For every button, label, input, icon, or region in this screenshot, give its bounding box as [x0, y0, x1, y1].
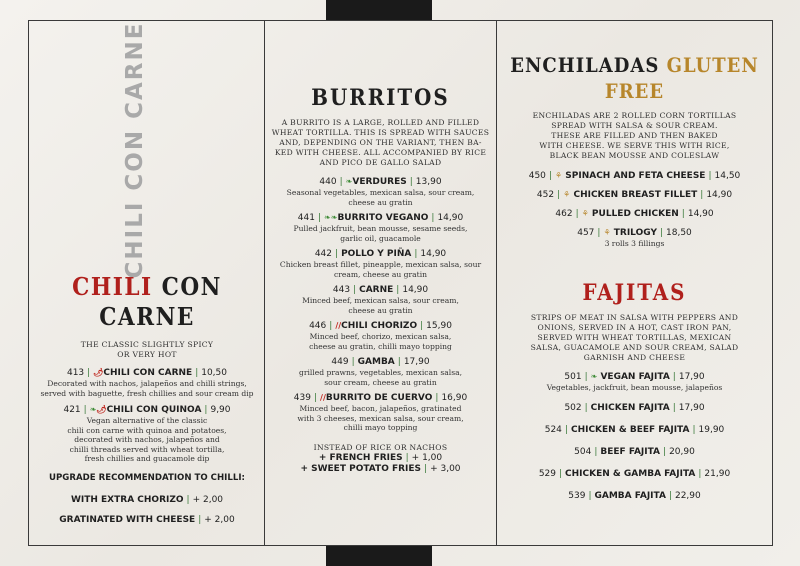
chili-intro-line: THE CLASSIC SLIGHTLY SPICY [80, 340, 214, 349]
chili-item-421 [30, 404, 264, 464]
fajita-524: 524 | CHICKEN & BEEF FAJITA | 19,90 [544, 425, 725, 435]
fajita-529: 529 | CHICKEN & GAMBA FAJITA | 21,90 [538, 469, 731, 479]
enchiladas-intro: ENCHILADAS ARE 2 ROLLED CORN TORTILLAS SPREAD WITH SALSA & SOUR CREAM. THESE ARE FILLED AND THEN BAKED WITH CHEESE. WE SERVE THIS WITH RICE, BLACK BEAN MOUSSE AND COLESLAW [532, 111, 737, 160]
item-desc: chili con carne with quinoa and potatoes, [67, 425, 227, 435]
chili-item-413 [30, 367, 264, 398]
burrito-item-446: 446 | ∕∕CHILI CHORIZO | 15,90 Minced beef, chorizo, mexican salsa, cheese au gratin, chilli mayo topping [309, 321, 452, 351]
separator: | [186, 494, 190, 505]
separator: | [204, 405, 208, 415]
wheat-icon: ⚘ [563, 190, 571, 199]
bottom-rule [28, 545, 773, 546]
chili-icon: 🌶 [93, 368, 104, 377]
burrito-item-442: 442 | POLLO Y PIÑA | 14,90 Chicken breast fillet, pineapple, mexican salsa, sour cream, cheese au gratin [279, 249, 482, 279]
extras-title: INSTEAD OF RICE OR NACHOS [313, 442, 448, 452]
upgrade-chorizo [30, 494, 264, 506]
item-number: 421 [63, 405, 81, 415]
separator: | [87, 368, 91, 378]
burrito-item-449: 449 | GAMBA | 17,90 grilled prawns, vegetables, mexican salsa, sour cream, cheese au gratin [298, 357, 463, 387]
enchiladas-section [497, 52, 772, 502]
enchilada-457: 457 | ⚘ TRILOGY | 18,50 [577, 228, 692, 238]
burritos-intro: A BURRITO IS A LARGE, ROLLED AND FILLED WHEAT TORTILLA. THIS IS SPREAD WITH SAUCES AND, DEPENDING ON THE VARIANT, THEN BA- KED WITH CHEESE. ALL ACCOMPANIED BY RICE AND PICO DE GALLO SALAD [271, 118, 490, 167]
leaf-icon: ❧❧ [324, 213, 338, 222]
enchilada-462: 462 | ⚘ PULLED CHICKEN | 14,90 [555, 209, 714, 219]
extra-sweet-fries: + SWEET POTATO FRIES | + 3,00 [300, 463, 461, 474]
leaf-icon: ❧ [89, 405, 97, 414]
wheat-icon: ⚘ [554, 171, 563, 180]
wheat-icon: ⚘ [603, 228, 611, 237]
item-desc: chilli threads served with wheat tortilla, [69, 444, 225, 454]
item-desc: Vegan alternative of the classic [86, 416, 208, 425]
fajitas-intro: STRIPS OF MEAT IN SALSA WITH PEPPERS AND ONIONS, SERVED IN A HOT, CAST IRON PAN, SERVED WITH WHEAT TORTILLAS, MEXICAN SALSA, GUACAMOLE AND SOUR CREAM, SALAD GARNISH AND CHEESE [530, 312, 739, 362]
enchiladas-title: ENCHILADAS GLUTEN FREE [510, 53, 759, 103]
burrito-item-439: 439 | ∕∕BURRITO DE CUERVO | 16,90 Minced beef, bacon, jalapeños, gratinated with 3 cheeses, mexican salsa, sour cream, chilli mayo topping [293, 393, 468, 432]
chili-title-a: CHILI [72, 272, 153, 301]
chili-section [30, 272, 264, 526]
chili-title-b: CON CARNE [99, 272, 222, 331]
separator: | [198, 514, 202, 525]
burritos-section [265, 84, 496, 475]
item-desc: fresh chillies and guacamole dip [84, 454, 210, 463]
fajita-539: 539 | GAMBA FAJITA | 22,90 [568, 491, 701, 501]
upgrade-title: UPGRADE RECOMMENDATION TO CHILLI: [49, 472, 245, 483]
item-name: CHILI CON CARNE [103, 368, 193, 378]
item-desc: decorated with nachos, jalapeños and [74, 435, 220, 444]
divider-left [28, 20, 29, 546]
item-price: 10,50 [201, 368, 227, 378]
item-number: 413 [66, 368, 85, 378]
upgrade-price: + 2,00 [192, 494, 224, 505]
fajita-501: 501 | ❧ VEGAN FAJITA | 17,90 [564, 371, 705, 382]
upgrade-cheese [30, 514, 264, 526]
chili-icon: ∕∕ [335, 321, 342, 330]
item-price: 9,90 [210, 405, 231, 415]
upgrade-price: + 2,00 [204, 514, 235, 525]
wheat-icon: ⚘ [581, 209, 589, 218]
vertical-title: CHILI CON CARNE [122, 21, 148, 279]
upgrade-name: GRATINATED WITH CHEESE [59, 514, 196, 525]
item-name: CHILI CON QUINOA [106, 405, 202, 415]
vegan-fajita-sub: Vegetables, jackfruit, bean mousse, jalapeños [546, 382, 723, 392]
chili-icon: ∕∕ [320, 393, 326, 402]
burrito-item-440: 440 | ❧VERDURES | 13,90 Seasonal vegetables, mexican salsa, sour cream, cheese au gratin [286, 177, 475, 207]
chili-icon: 🌶 [96, 405, 107, 414]
fajita-504: 504 | BEEF FAJITA | 20,90 [574, 447, 695, 457]
burrito-item-441: 441 | ❧❧BURRITO VEGANO | 14,90 Pulled jackfruit, bean mousse, sesame seeds, garlic oil, guacamole [293, 213, 468, 243]
upgrade-name: WITH EXTRA CHORIZO [70, 494, 184, 505]
bottom-black-bar [326, 546, 432, 566]
trilogy-sub: 3 rolls 3 fillings [604, 239, 665, 248]
burrito-item-443: 443 | CARNE | 14,90 Minced beef, mexican salsa, sour cream, cheese au gratin [302, 285, 459, 315]
divider-right [772, 20, 773, 546]
burritos-title: BURRITOS [311, 85, 450, 111]
top-black-bar [326, 0, 432, 20]
item-desc: served with baguette, fresh chillies and sour cream dip [40, 388, 254, 398]
leaf-icon: ❧ [345, 177, 353, 186]
fajitas-title: FAJITAS [582, 279, 687, 306]
enchilada-450: 450 | ⚘ SPINACH AND FETA CHEESE | 14,50 [528, 171, 741, 181]
chili-intro-line: OR VERY HOT [117, 350, 177, 359]
fajita-502: 502 | CHICKEN FAJITA | 17,90 [564, 403, 705, 413]
enchilada-452: 452 | ⚘ CHICKEN BREAST FILLET | 14,90 [536, 190, 733, 200]
leaf-icon: ❧ [590, 371, 598, 381]
chili-intro [30, 340, 264, 360]
item-desc: Decorated with nachos, jalapeños and chilli strings, [47, 379, 247, 388]
chili-title [30, 272, 264, 332]
separator: | [83, 405, 87, 415]
separator: | [195, 368, 199, 378]
extra-fries: + FRENCH FRIES | + 1,00 [318, 452, 443, 463]
